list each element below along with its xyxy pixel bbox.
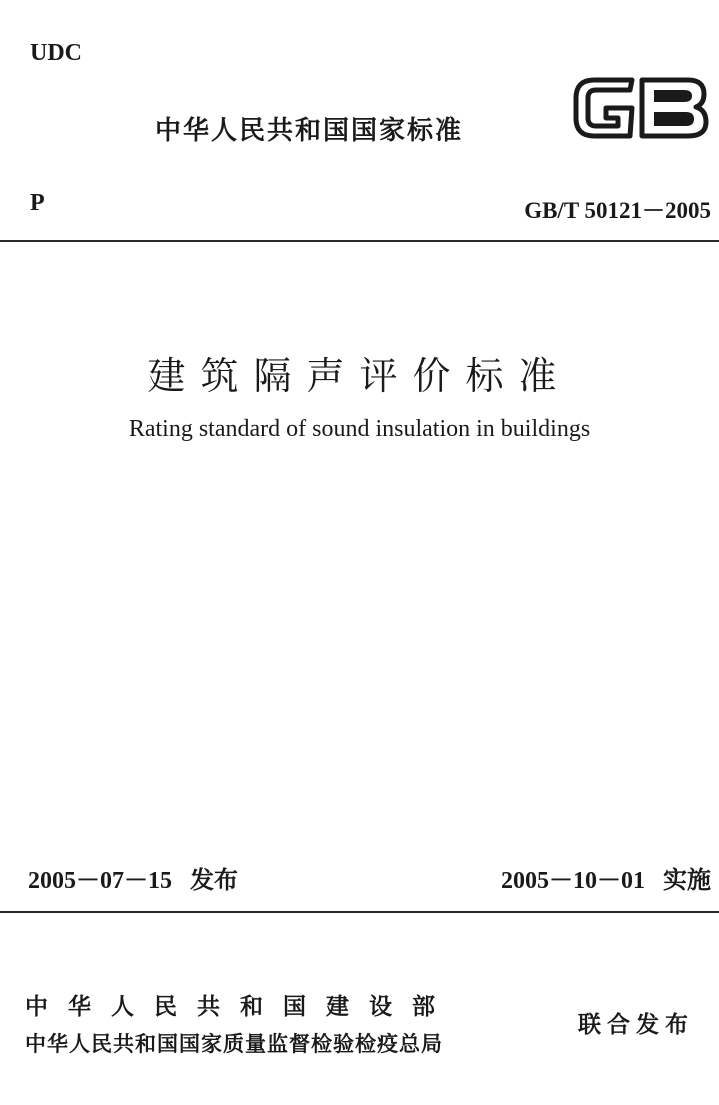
issuer-ministry: 中华人民共和国建设部: [25, 994, 455, 1020]
implement-label: 实施: [663, 866, 711, 894]
issue-date-line: [28, 860, 238, 895]
national-standard-heading: 中华人民共和国国家标准: [155, 116, 464, 146]
gb-logo-icon: [570, 70, 712, 146]
implement-date-line: [501, 860, 711, 895]
implement-date: 2005－10－01: [501, 868, 645, 894]
classification-code: P: [30, 190, 45, 216]
udc-label: UDC: [30, 40, 82, 66]
top-divider: [0, 240, 719, 242]
issue-date: 2005－07－15: [28, 868, 172, 894]
title-english: Rating standard of sound insulation in buildings: [128, 416, 591, 442]
bottom-divider: [0, 911, 719, 913]
joint-issue-label: 联合发布: [578, 1012, 694, 1038]
title-chinese: 建筑隔声评价标准: [147, 354, 572, 398]
issue-label: 发布: [190, 866, 238, 894]
standard-number: GB/T 50121－2005: [524, 198, 711, 223]
issuer-aqsiq: 中华人民共和国国家质量监督检验检疫总局: [25, 1032, 443, 1056]
